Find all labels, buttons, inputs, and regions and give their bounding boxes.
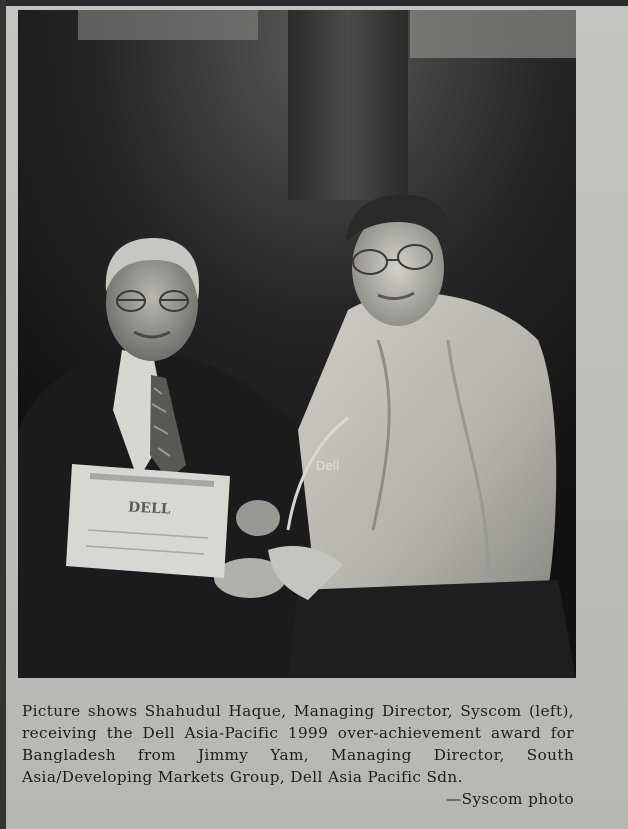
clipping-edge-left	[0, 0, 6, 829]
clipping-edge-top	[0, 0, 628, 6]
photo-caption	[22, 700, 574, 810]
award-certificate	[66, 464, 230, 578]
caption-text: Picture shows Shahudul Haque, Managing Director, Syscom (left), receiving the Dell Asia-Pacific 1999 over-achievement award for Bangladesh from Jimmy Yam, Managing Director, South Asia/Developing Markets Group, Dell Asia Pacific Sdn.	[22, 702, 574, 786]
ceiling-light	[410, 10, 576, 58]
award-photo	[18, 10, 576, 678]
right-man-trousers	[288, 580, 576, 678]
certificate-logo: DELL	[127, 499, 171, 518]
photo-credit: —Syscom photo	[446, 790, 574, 808]
ceiling-light	[78, 10, 258, 40]
award-label: Dell	[316, 459, 340, 473]
photo-illustration	[18, 10, 576, 678]
pillar	[288, 10, 408, 200]
left-man-hand	[236, 500, 280, 536]
